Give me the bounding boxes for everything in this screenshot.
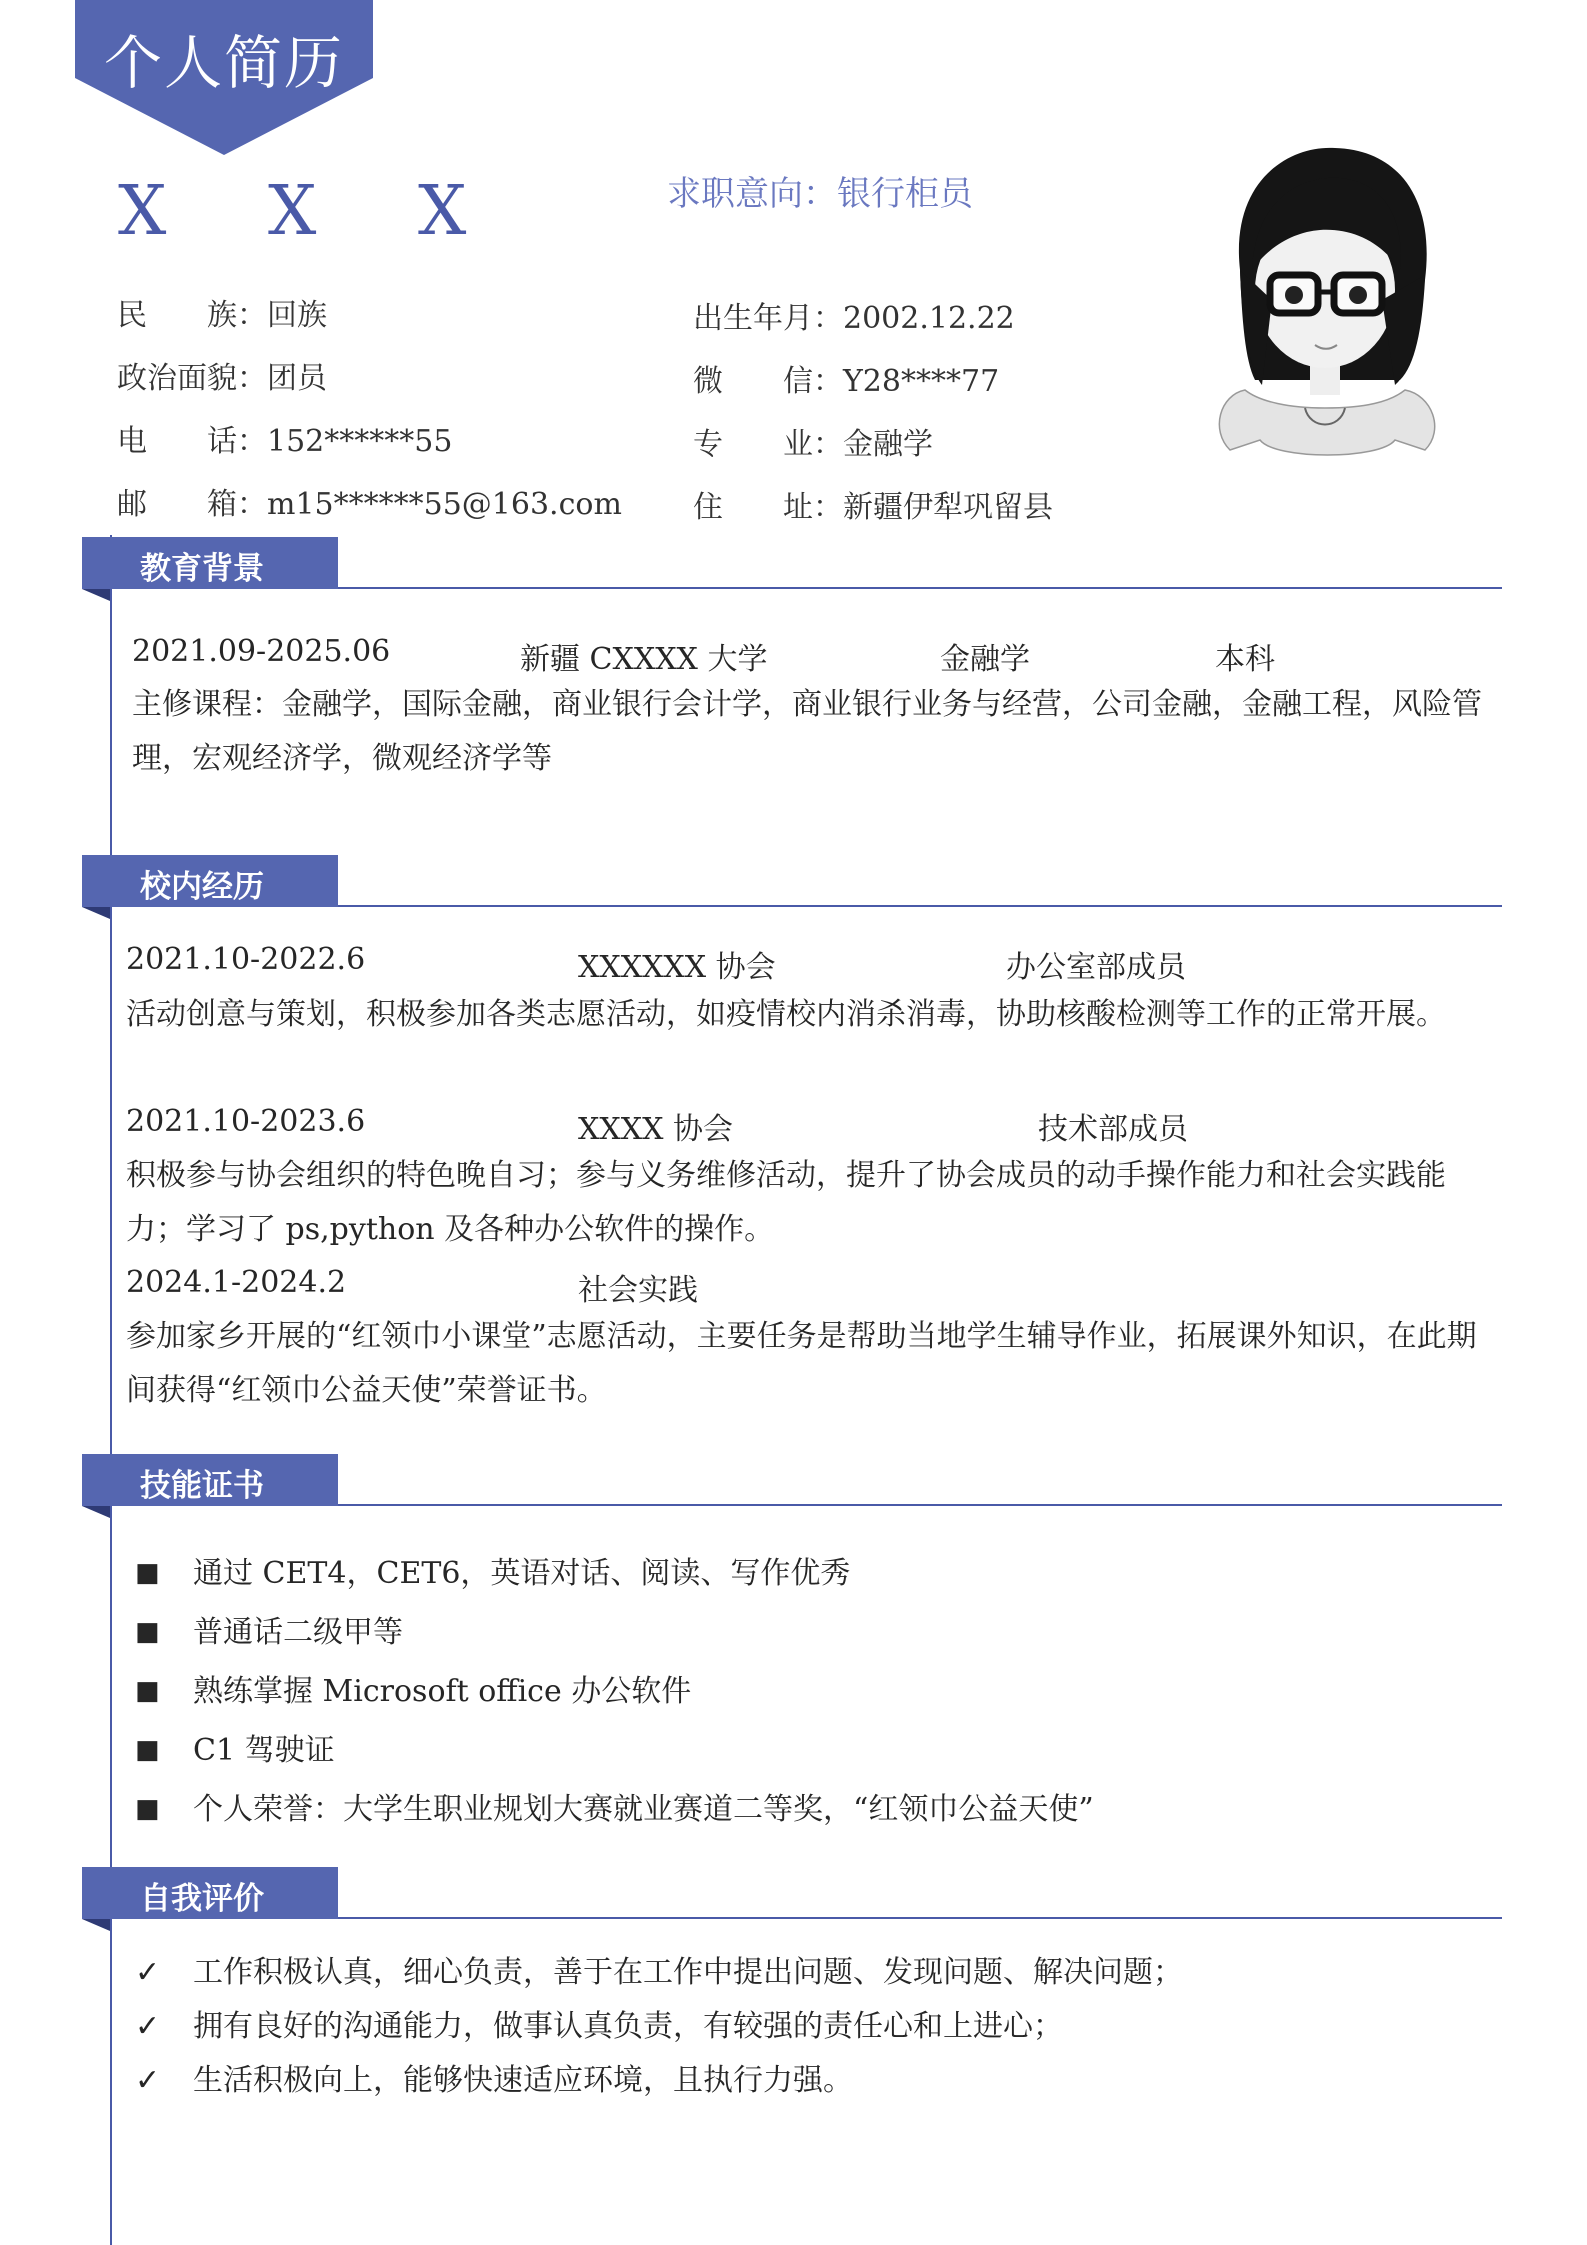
campus-period: 2021.10-2022.6 [126, 942, 366, 977]
section-header-evaluation [82, 1867, 1502, 1929]
list-item: ✓ 生活积极向上，能够快速适应环境，且执行力强。 [135, 2054, 1183, 2108]
section-header-skills [82, 1454, 1502, 1516]
square-bullet-icon: ■ [135, 1558, 160, 1588]
section-rule [338, 1504, 1502, 1506]
education-courses: 主修课程：金融学，国际金融，商业银行会计学，商业银行业务与经营，公司金融，金融工程，风险管理，宏观经济学，微观经济学等 [132, 687, 1482, 776]
info-value: ：Y28****77 [813, 364, 1000, 399]
section-tab-fold [82, 907, 110, 919]
info-label: 民族 [117, 298, 237, 333]
info-political-status [117, 353, 327, 397]
info-address [693, 482, 1053, 526]
square-bullet-icon: ■ [135, 1617, 160, 1647]
info-value: ：金融学 [813, 427, 933, 462]
info-label: 邮箱 [117, 487, 237, 522]
list-item: ✓ 工作积极认真，细心负责，善于在工作中提出问题、发现问题、解决问题； [135, 1946, 1183, 2000]
resume-title: 个人简历 [103, 29, 344, 97]
info-value: ：2002.12.22 [813, 301, 1015, 336]
info-wechat [693, 356, 999, 400]
education-major: 金融学 [940, 642, 1030, 677]
education-school: 新疆 CXXXX 大学 [520, 642, 768, 677]
profile-photo [1200, 140, 1450, 465]
square-bullet-icon: ■ [135, 1735, 160, 1765]
section-rule [338, 587, 1502, 589]
info-label: 住址 [693, 490, 813, 525]
section-rule [338, 1917, 1502, 1919]
info-phone [117, 416, 452, 460]
section-tab-fold [82, 1919, 110, 1931]
skills-list [135, 1544, 1094, 1839]
check-icon: ✓ [135, 2063, 161, 2098]
info-label: 政治面貌 [117, 361, 237, 396]
info-value: ：m15******55@163.com [237, 487, 622, 522]
list-item: ■ 熟练掌握 Microsoft office 办公软件 [135, 1662, 1094, 1721]
campus-period: 2021.10-2023.6 [126, 1104, 366, 1139]
info-value: ：回族 [237, 298, 327, 333]
campus-org: 社会实践 [578, 1273, 698, 1308]
check-icon: ✓ [135, 1955, 161, 1990]
candidate-name: X X X [118, 172, 507, 251]
info-major [693, 419, 933, 463]
job-objective: 求职意向：银行柜员 [667, 174, 973, 214]
info-birthdate [693, 293, 1015, 337]
list-item: ✓ 拥有良好的沟通能力，做事认真负责，有较强的责任心和上进心； [135, 2000, 1183, 2054]
campus-org: XXXXXX 协会 [578, 950, 776, 985]
list-item: ■ 通过 CET4，CET6，英语对话、阅读、写作优秀 [135, 1544, 1094, 1603]
info-email [117, 479, 622, 523]
info-value: ：团员 [237, 361, 327, 396]
list-item: ■ 普通话二级甲等 [135, 1603, 1094, 1662]
section-title: 教育背景 [140, 551, 264, 587]
section-header-education [82, 537, 1502, 599]
section-title: 校内经历 [140, 869, 264, 905]
campus-desc: 活动创意与策划，积极参加各类志愿活动，如疫情校内消杀消毒，协助核酸检测等工作的正常开展。 [126, 997, 1446, 1032]
check-icon: ✓ [135, 2009, 161, 2044]
info-value: ：新疆伊犁巩留县 [813, 490, 1053, 525]
section-tab-fold [82, 1506, 110, 1518]
info-label: 出生年月 [693, 301, 813, 336]
list-item: ■ C1 驾驶证 [135, 1721, 1094, 1780]
info-label: 专业 [693, 427, 813, 462]
campus-org: XXXX 协会 [578, 1112, 733, 1147]
section-title: 技能证书 [140, 1468, 264, 1504]
resume-banner [75, 0, 373, 155]
education-period: 2021.09-2025.06 [132, 634, 391, 669]
info-label: 电话 [117, 424, 237, 459]
campus-desc: 积极参与协会组织的特色晚自习；参与义务维修活动，提升了协会成员的动手操作能力和社会实践能力；学习了 ps,python 及各种办公软件的操作。 [126, 1158, 1446, 1247]
info-value: ：152******55 [237, 424, 453, 459]
timeline-line [110, 535, 112, 2245]
campus-role: 办公室部成员 [1006, 950, 1186, 985]
campus-role: 技术部成员 [1038, 1112, 1188, 1147]
education-degree: 本科 [1215, 642, 1275, 677]
campus-period: 2024.1-2024.2 [126, 1265, 347, 1300]
info-label: 微信 [693, 364, 813, 399]
campus-desc: 参加家乡开展的“红领巾小课堂”志愿活动，主要任务是帮助当地学生辅导作业，拓展课外知识，在此期间获得“红领巾公益天使”荣誉证书。 [126, 1319, 1477, 1408]
square-bullet-icon: ■ [135, 1794, 160, 1824]
section-header-campus [82, 855, 1502, 917]
section-rule [338, 905, 1502, 907]
section-title: 自我评价 [140, 1881, 264, 1917]
square-bullet-icon: ■ [135, 1676, 160, 1706]
evaluation-list [135, 1946, 1183, 2108]
section-tab-fold [82, 589, 110, 601]
list-item: ■ 个人荣誉：大学生职业规划大赛就业赛道二等奖，“红领巾公益天使” [135, 1780, 1094, 1839]
info-ethnicity [117, 290, 327, 334]
